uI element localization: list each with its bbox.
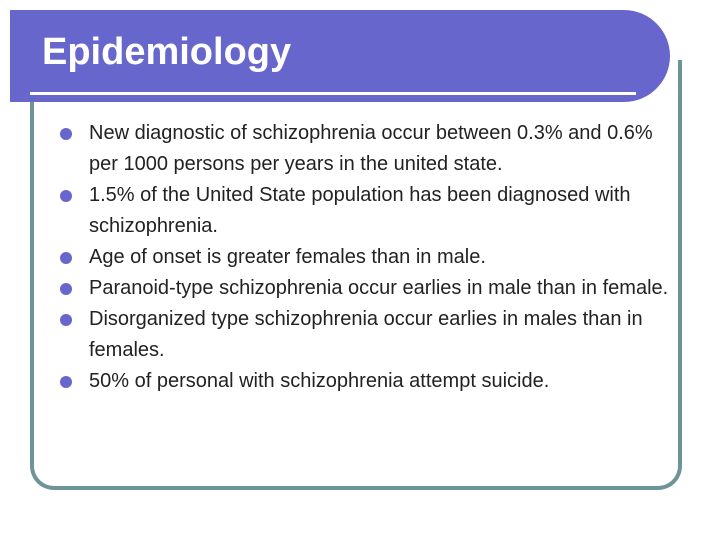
slide-title: Epidemiology: [42, 31, 292, 73]
bullet-dot-icon: [60, 283, 72, 295]
bullet-item: [60, 180, 670, 242]
bullet-text: 50% of personal with schizophrenia attempt suicide.: [89, 370, 550, 392]
bullet-text: Age of onset is greater females than in male.: [89, 246, 486, 268]
bullet-item: [60, 273, 670, 304]
bullet-dot-icon: [60, 376, 72, 388]
bullet-text: Disorganized type schizophrenia occur earlies in males than in females.: [89, 308, 643, 361]
bullet-item: [60, 118, 670, 180]
bullet-text: Paranoid-type schizophrenia occur earlies in male than in female.: [89, 277, 669, 299]
bullet-dot-icon: [60, 314, 72, 326]
title-underline: [30, 92, 636, 95]
bullet-item: [60, 242, 670, 273]
bullet-text: 1.5% of the United State population has been diagnosed with schizophrenia.: [89, 184, 631, 237]
bullet-dot-icon: [60, 190, 72, 202]
bullet-text: New diagnostic of schizophrenia occur between 0.3% and 0.6% per 1000 persons per years in the united state.: [89, 122, 653, 175]
bullet-item: [60, 366, 670, 397]
bullet-dot-icon: [60, 128, 72, 140]
bullet-list: [60, 118, 670, 397]
bullet-item: [60, 304, 670, 366]
bullet-dot-icon: [60, 252, 72, 264]
